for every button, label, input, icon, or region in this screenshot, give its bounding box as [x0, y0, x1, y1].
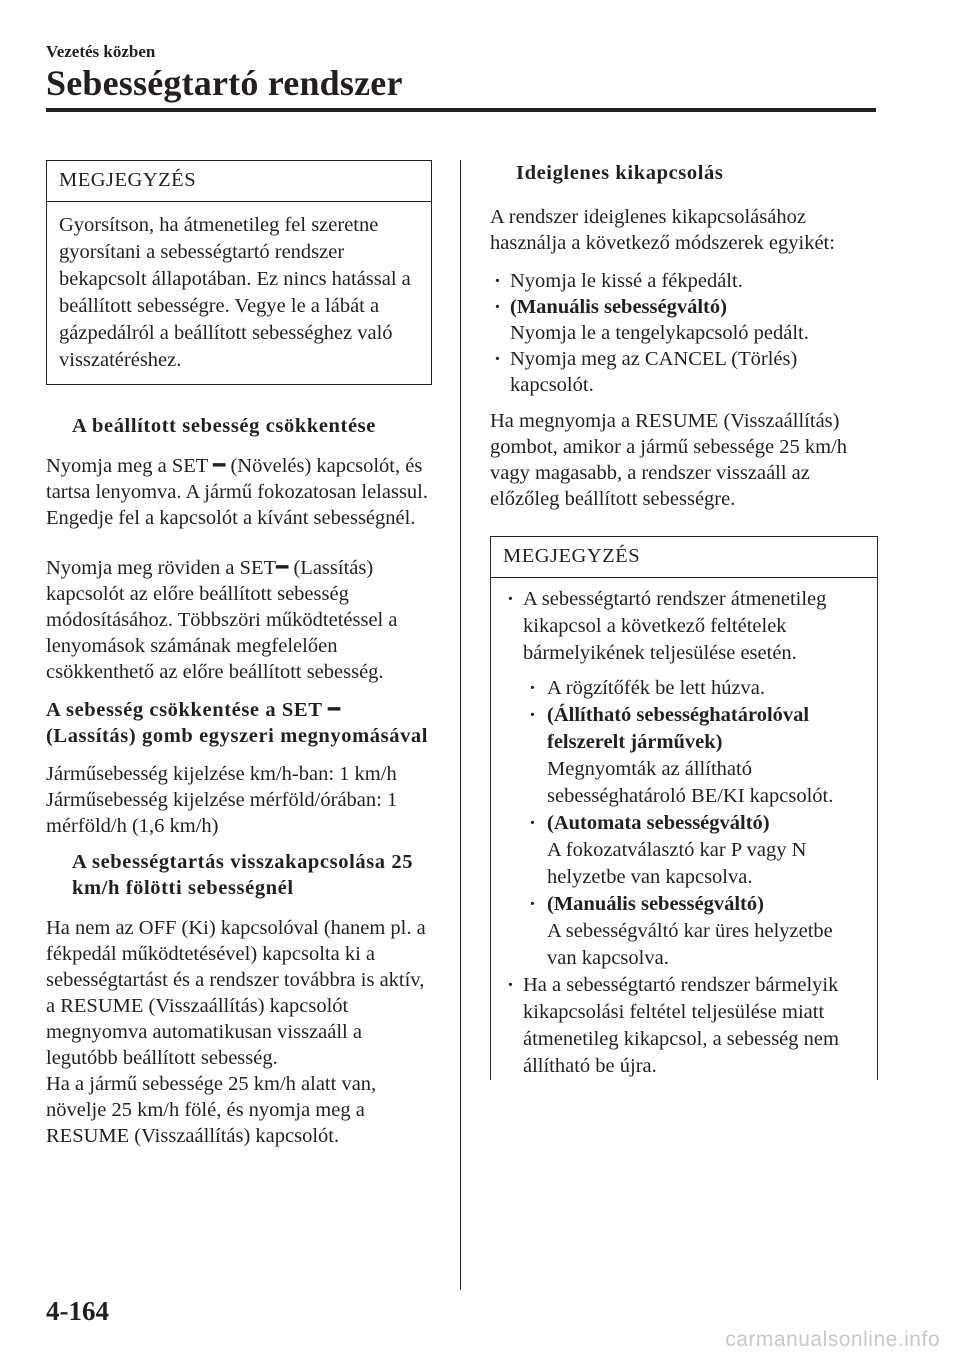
list-item: · Ha a sebességtartó rendszer bármelyik kikapcsolási feltétel teljesülése miatt átmenetileg kikapcsol, a sebesség nem állítható be újra. — [503, 972, 865, 1080]
paragraph: Nyomja meg a SET ━ (Növelés) kapcsolót, és tartsa lenyomva. A jármű fokozatosan lelassul. — [46, 455, 429, 503]
watermark: carmanualsonline.info — [725, 1328, 940, 1351]
heading-single-press: A sebesség csökkentése a SET ━ (Lassítás) gomb egyszeri megnyomásával — [46, 699, 429, 747]
sub-list-item — [503, 702, 865, 810]
list-item-title: · (Manuális sebességváltó) — [510, 296, 727, 318]
sub-list-item: · A rögzítőfék be lett húzva. — [503, 675, 865, 702]
note-label: MEGJEGYZÉS — [491, 537, 877, 578]
list-item: · A sebességtartó rendszer átmenetileg kikapcsol a következő feltételek bármelyikének teljesülése esetén. — [503, 586, 865, 667]
paragraph: A rendszer ideiglenes kikapcsolásához használja a következő módszerek egyikét: — [490, 206, 835, 254]
page-number: 4-164 — [46, 1296, 109, 1326]
section-label: Vezetés közben — [46, 42, 156, 61]
note-body — [491, 578, 877, 1080]
note-label: MEGJEGYZÉS — [47, 161, 431, 202]
list-item: · Nyomja meg az CANCEL (Törlés) kapcsolót. — [490, 346, 878, 398]
sub-list-item-text: A sebességváltó kar üres helyzetbe van kapcsolva. — [547, 920, 833, 969]
paragraph: Nyomja meg röviden a SET━ (Lassítás) kapcsolót az előre beállított sebesség módosításához. Többszöri működtetéssel a lenyomások számának megfelelően csökkenthető az előre beállított sebesség. — [46, 557, 398, 683]
paragraph: Járműsebesség kijelzése mérföld/órában: 1 mérföld/h (1,6 km/h) — [46, 789, 398, 837]
paragraph: Engedje fel a kapcsolót a kívánt sebességnél. — [46, 507, 416, 529]
heading-decrease-speed: A beállított sebesség csökkentése — [72, 415, 376, 437]
page-title: Sebességtartó rendszer — [46, 63, 403, 103]
heading-resume: A sebességtartás visszakapcsolása 25 km/h fölötti sebességnél — [72, 851, 414, 899]
sub-list-item — [503, 891, 865, 972]
list-item-text: Nyomja le a tengelykapcsoló pedált. — [510, 322, 809, 344]
paragraph: Ha nem az OFF (Ki) kapcsolóval (hanem pl. a fékpedál működtetésével) kapcsolta ki a sebességtartást és a rendszer továbbra is aktív, a RESUME (Visszaállítás) kapcsolót megnyomva automatikusan visszaáll a legutóbb beállított sebesség. — [46, 917, 426, 1069]
paragraph: Ha megnyomja a RESUME (Visszaállítás) gombot, amikor a jármű sebessége 25 km/h vagy magasabb, a rendszer visszaáll az előzőleg beállított sebességre. — [490, 410, 847, 510]
sub-list-item-text: A fokozatválasztó kar P vagy N helyzetbe van kapcsolva. — [547, 839, 807, 888]
sub-list-item — [503, 810, 865, 891]
heading-temporary-off: Ideiglenes kikapcsolás — [516, 162, 724, 184]
note-box-right — [490, 536, 878, 1080]
sub-list-item-title: · (Manuális sebességváltó) — [547, 893, 764, 915]
sub-list-item-title: · (Automata sebességváltó) — [547, 812, 770, 834]
paragraph: Ha a jármű sebessége 25 km/h alatt van, növelje 25 km/h fölé, és nyomja meg a RESUME (Visszaállítás) kapcsolót. — [46, 1073, 377, 1147]
left-column — [46, 160, 432, 1149]
column-divider — [460, 160, 461, 1290]
header-rule — [46, 108, 876, 112]
sub-list-item-title: · (Állítható sebességhatárolóval felszerelt járművek) — [547, 704, 810, 753]
sub-list-item-text: Megnyomták az állítható sebességhatároló BE/KI kapcsolót. — [547, 758, 834, 807]
list-item — [490, 294, 878, 346]
note-text: Gyorsítson, ha átmenetileg fel szeretne gyorsítani a sebességtartó rendszer bekapcsolt állapotában. Ez nincs hatással a beállított sebességre. Vegye le a lábát a gázpedálról a beállított sebességhez való visszatéréshez. — [59, 214, 411, 371]
note-box-left — [46, 160, 432, 385]
list-item: · Nyomja le kissé a fékpedált. — [490, 268, 878, 294]
right-column — [490, 160, 878, 1080]
paragraph: Járműsebesség kijelzése km/h-ban: 1 km/h — [46, 763, 397, 785]
